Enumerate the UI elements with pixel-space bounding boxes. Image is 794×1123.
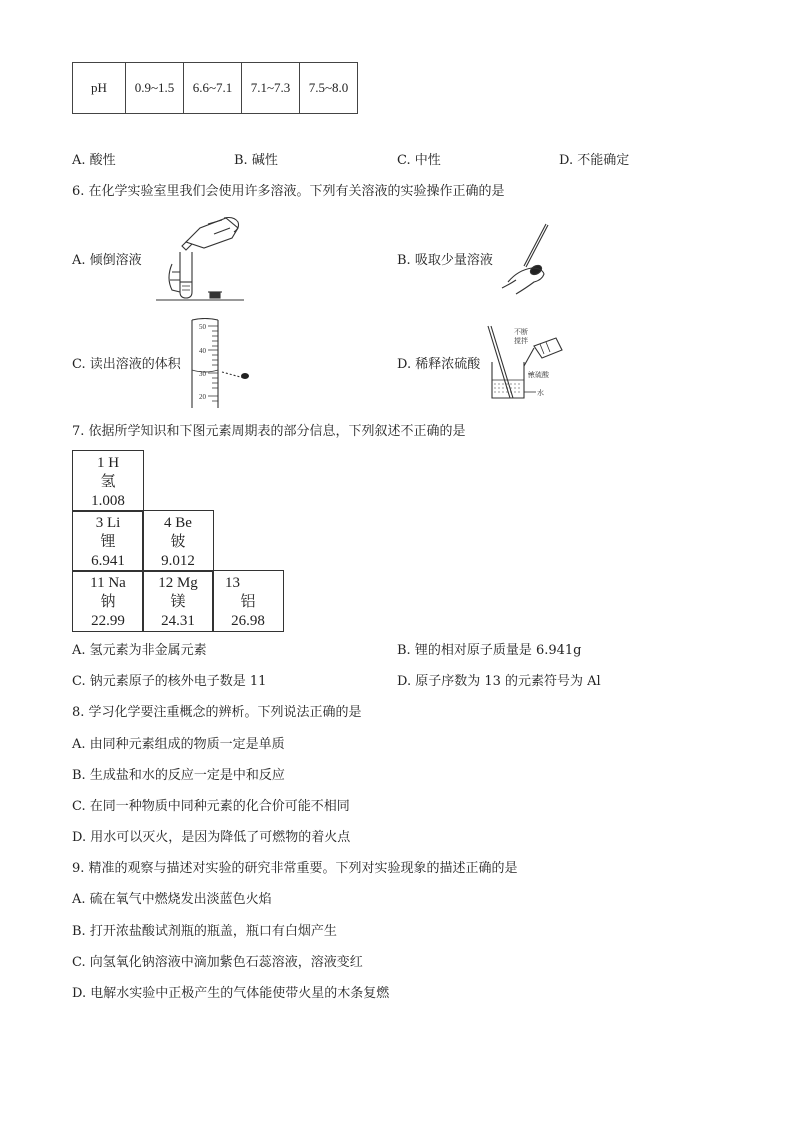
q9-stem: 9. 精准的观察与描述对实验的研究非常重要。下列对实验现象的描述正确的是 (72, 861, 518, 876)
cylinder-tick-30: 30 (199, 370, 206, 378)
q5-option-d: D. 不能确定 (559, 153, 630, 168)
cylinder-tick-40: 40 (199, 347, 206, 355)
element-be-name: 铍 (170, 534, 186, 550)
element-cell-li (72, 510, 144, 572)
element-cell-mg (142, 570, 214, 632)
dilution-illustration (484, 322, 564, 402)
q9-option-d: D. 电解水实验中正极产生的气体能使带火星的木条复燃 (72, 986, 390, 1001)
element-cell-al (212, 570, 284, 632)
element-na-mass: 22.99 (91, 613, 125, 629)
q7-stem: 7. 依据所学知识和下图元素周期表的部分信息，下列叙述不正确的是 (72, 424, 466, 439)
element-li-mass: 6.941 (91, 553, 125, 569)
cylinder-tick-50: 50 (199, 323, 206, 331)
q5-option-a: A. 酸性 (72, 153, 116, 168)
element-na-name: 钠 (100, 594, 116, 610)
q8-stem: 8. 学习化学要注重概念的辨析。下列说法正确的是 (72, 705, 362, 720)
element-cell-h (72, 450, 144, 512)
element-cell-be (142, 510, 214, 572)
element-mg-mass: 24.31 (161, 613, 195, 629)
element-mg-number-symbol: 12 Mg (158, 575, 198, 591)
graduated-cylinder-illustration (186, 318, 252, 410)
q9-option-a: A. 硫在氧气中燃烧发出淡蓝色火焰 (72, 892, 272, 907)
element-h-mass: 1.008 (91, 493, 125, 509)
element-al-name: 铝 (240, 594, 256, 610)
element-h-name: 氢 (100, 474, 116, 490)
q9-option-b: B. 打开浓盐酸试剂瓶的瓶盖，瓶口有白烟产生 (72, 924, 337, 939)
q8-option-b: B. 生成盐和水的反应一定是中和反应 (72, 768, 285, 783)
element-li-number-symbol: 3 Li (95, 515, 121, 531)
cylinder-tick-20: 20 (199, 393, 206, 401)
ph-value-4: 7.5~8.0 (300, 63, 358, 114)
q6-option-d: D. 稀释浓硫酸 (397, 357, 481, 372)
q7-option-b: B. 锂的相对原子质量是 6.941g (397, 643, 582, 658)
ph-table (72, 62, 358, 114)
q9-option-c: C. 向氢氧化钠溶液中滴加紫色石蕊溶液，溶液变红 (72, 955, 363, 970)
q8-option-d: D. 用水可以灭火，是因为降低了可燃物的着火点 (72, 830, 351, 845)
q8-option-c: C. 在同一种物质中同种元素的化合价可能不相同 (72, 799, 350, 814)
element-mg-name: 镁 (170, 594, 186, 610)
pouring-illustration (152, 212, 248, 308)
element-na-number-symbol: 11 Na (90, 575, 126, 591)
q5-option-b: B. 碱性 (234, 153, 278, 168)
q7-option-c: C. 钠元素原子的核外电子数是 11 (72, 674, 267, 689)
element-be-mass: 9.012 (161, 553, 195, 569)
ph-value-1: 0.9~1.5 (126, 63, 184, 114)
dilution-label-water: 水 (537, 389, 544, 397)
element-al-mass: 26.98 (231, 613, 265, 629)
element-be-number-symbol: 4 Be (164, 515, 192, 531)
q7-option-a: A. 氢元素为非金属元素 (72, 643, 207, 658)
dilution-label-stir: 不断 (514, 328, 528, 336)
ph-value-2: 6.6~7.1 (184, 63, 242, 114)
q7-option-d: D. 原子序数为 13 的元素符号为 Al (397, 674, 601, 689)
q6-option-a: A. 倾倒溶液 (72, 253, 142, 268)
element-cell-na (72, 570, 144, 632)
element-li-name: 锂 (100, 534, 116, 550)
dilution-label-acid: 浓硫酸 (528, 371, 549, 379)
q5-option-c: C. 中性 (397, 153, 441, 168)
element-al-number: 13 (225, 575, 240, 591)
q8-option-a: A. 由同种元素组成的物质一定是单质 (72, 737, 285, 752)
ph-value-3: 7.1~7.3 (242, 63, 300, 114)
ph-header: pH (73, 63, 126, 114)
dilution-label-stir2: 搅拌 (514, 337, 528, 345)
dropper-illustration (500, 222, 560, 298)
q6-stem: 6. 在化学实验室里我们会使用许多溶液。下列有关溶液的实验操作正确的是 (72, 184, 505, 199)
element-h-number-symbol: 1 H (96, 455, 120, 471)
q6-option-c: C. 读出溶液的体积 (72, 357, 181, 372)
q6-option-b: B. 吸取少量溶液 (397, 253, 493, 268)
